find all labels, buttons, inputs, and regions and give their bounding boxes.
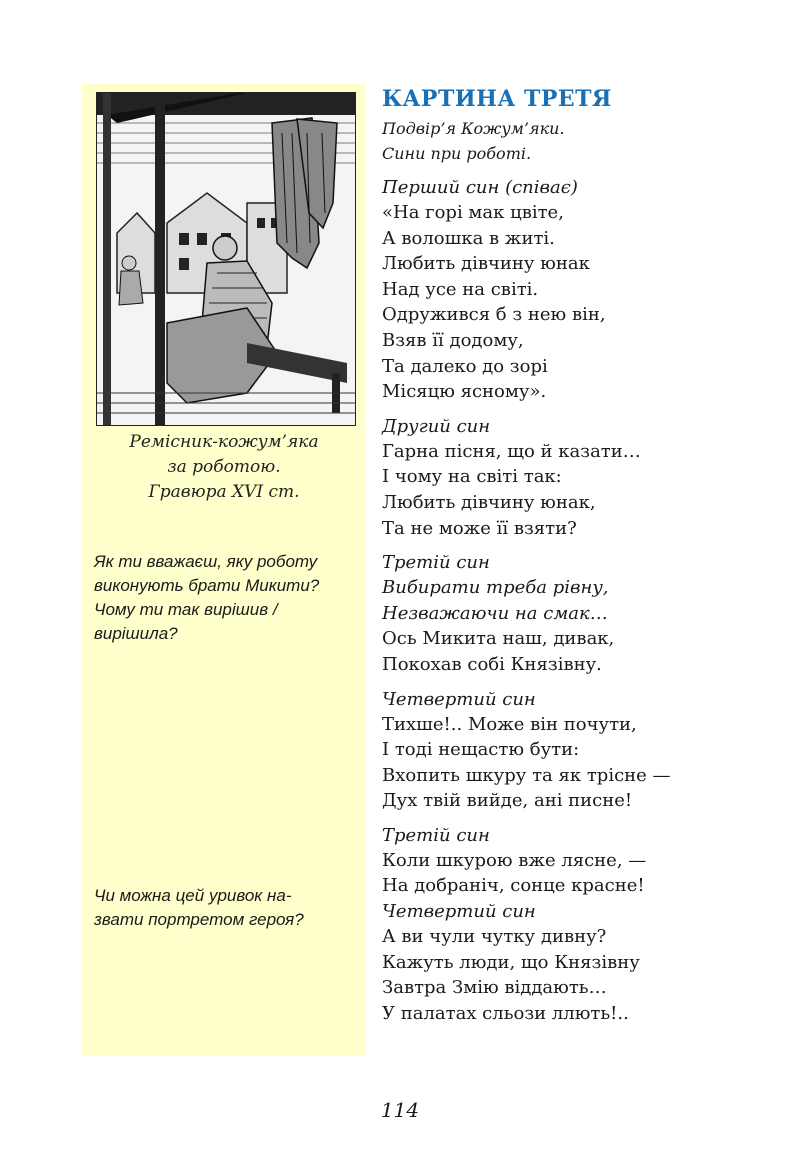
verse-line: Тихше!.. Може він почути, <box>382 713 637 735</box>
speaker-name: Перший син (співає) <box>382 177 578 198</box>
dialogue-block <box>382 175 792 405</box>
stage-line: Сини при роботі. <box>382 144 532 163</box>
caption-line: Гравюра XVI ст. <box>148 482 300 502</box>
verse-line: А ви чули чутку дивну? <box>382 926 607 948</box>
verse-line: Вхопить шкуру та як трісне — <box>382 764 671 786</box>
dialogue-block <box>382 687 792 814</box>
verse-line: Над усе на світі. <box>382 278 539 300</box>
verse-line: Незважаючи на смак… <box>382 602 608 624</box>
caption-line: Ремісник-кожум’яка <box>129 432 319 452</box>
dialogue-block <box>382 899 792 1026</box>
verse-line: Одружився б з нею він, <box>382 304 606 326</box>
verse-line: У палатах сльози ллють!.. <box>382 1002 629 1024</box>
verse-line: Любить дівчину юнак, <box>382 491 596 513</box>
tanner-engraving-icon <box>97 93 355 425</box>
speaker-name: Третій син <box>382 824 490 846</box>
question-line: виконують брати Микити? <box>94 576 320 595</box>
play-text <box>382 84 792 1026</box>
page-number: 114 <box>380 1098 420 1122</box>
verse-line: Ось Микита наш, дивак, <box>382 628 615 650</box>
verse-line: І чому на світі так: <box>382 466 562 488</box>
verse-line: Завтра Змію віддають… <box>382 977 607 999</box>
verse-line: Та далеко до зорі <box>382 355 548 377</box>
question-line: звати портретом героя? <box>94 910 304 929</box>
image-caption <box>82 430 366 505</box>
verse-line: Та не може її взяти? <box>382 517 577 539</box>
dialogue-block <box>382 823 792 899</box>
speaker-name: Четвертий син <box>382 688 536 710</box>
verse-line: На добраніч, сонце красне! <box>382 875 645 897</box>
stage-direction <box>382 116 792 166</box>
stage-line: Подвір’я Кожум’яки. <box>382 119 565 138</box>
verse-line: Покохав собі Князівну. <box>382 653 602 675</box>
verse-line: А волошка в житі. <box>382 227 555 249</box>
verse-line: І тоді нещастю бути: <box>382 739 580 761</box>
caption-line: за роботою. <box>167 457 281 477</box>
speaker-name: Третій син <box>382 552 490 574</box>
speaker-name: Другий син <box>382 415 491 437</box>
verse-line: Вибирати треба рівну, <box>382 577 609 599</box>
verse-line: Дух твій вийде, ані писне! <box>382 790 633 812</box>
woodcut-engraving-image <box>96 92 356 426</box>
question-line: Чи можна цей уривок на- <box>94 886 292 905</box>
verse-line: Любить дівчину юнак <box>382 253 590 275</box>
dialogue-block <box>382 414 792 541</box>
question-line: вирішила? <box>94 624 178 643</box>
dialogue-block <box>382 550 792 677</box>
reflection-question-1 <box>94 550 356 646</box>
reflection-question-2 <box>94 884 356 932</box>
verse-line: Кажуть люди, що Князівну <box>382 951 640 973</box>
verse-line: «На горі мак цвіте, <box>382 202 564 223</box>
verse-line: Місяцю ясному». <box>382 381 547 403</box>
sidebar-panel <box>82 84 366 1056</box>
verse-line: Коли шкурою вже лясне, — <box>382 849 647 871</box>
question-line: Як ти вважаєш, яку роботу <box>94 552 318 571</box>
question-line: Чому ти так вирішив / <box>94 600 278 619</box>
speaker-name: Четвертий син <box>382 901 536 923</box>
verse-line: Гарна пісня, що й казати… <box>382 440 641 462</box>
verse-line: Взяв її додому, <box>382 329 524 351</box>
scene-title: КАРТИНА ТРЕТЯ <box>382 86 612 112</box>
